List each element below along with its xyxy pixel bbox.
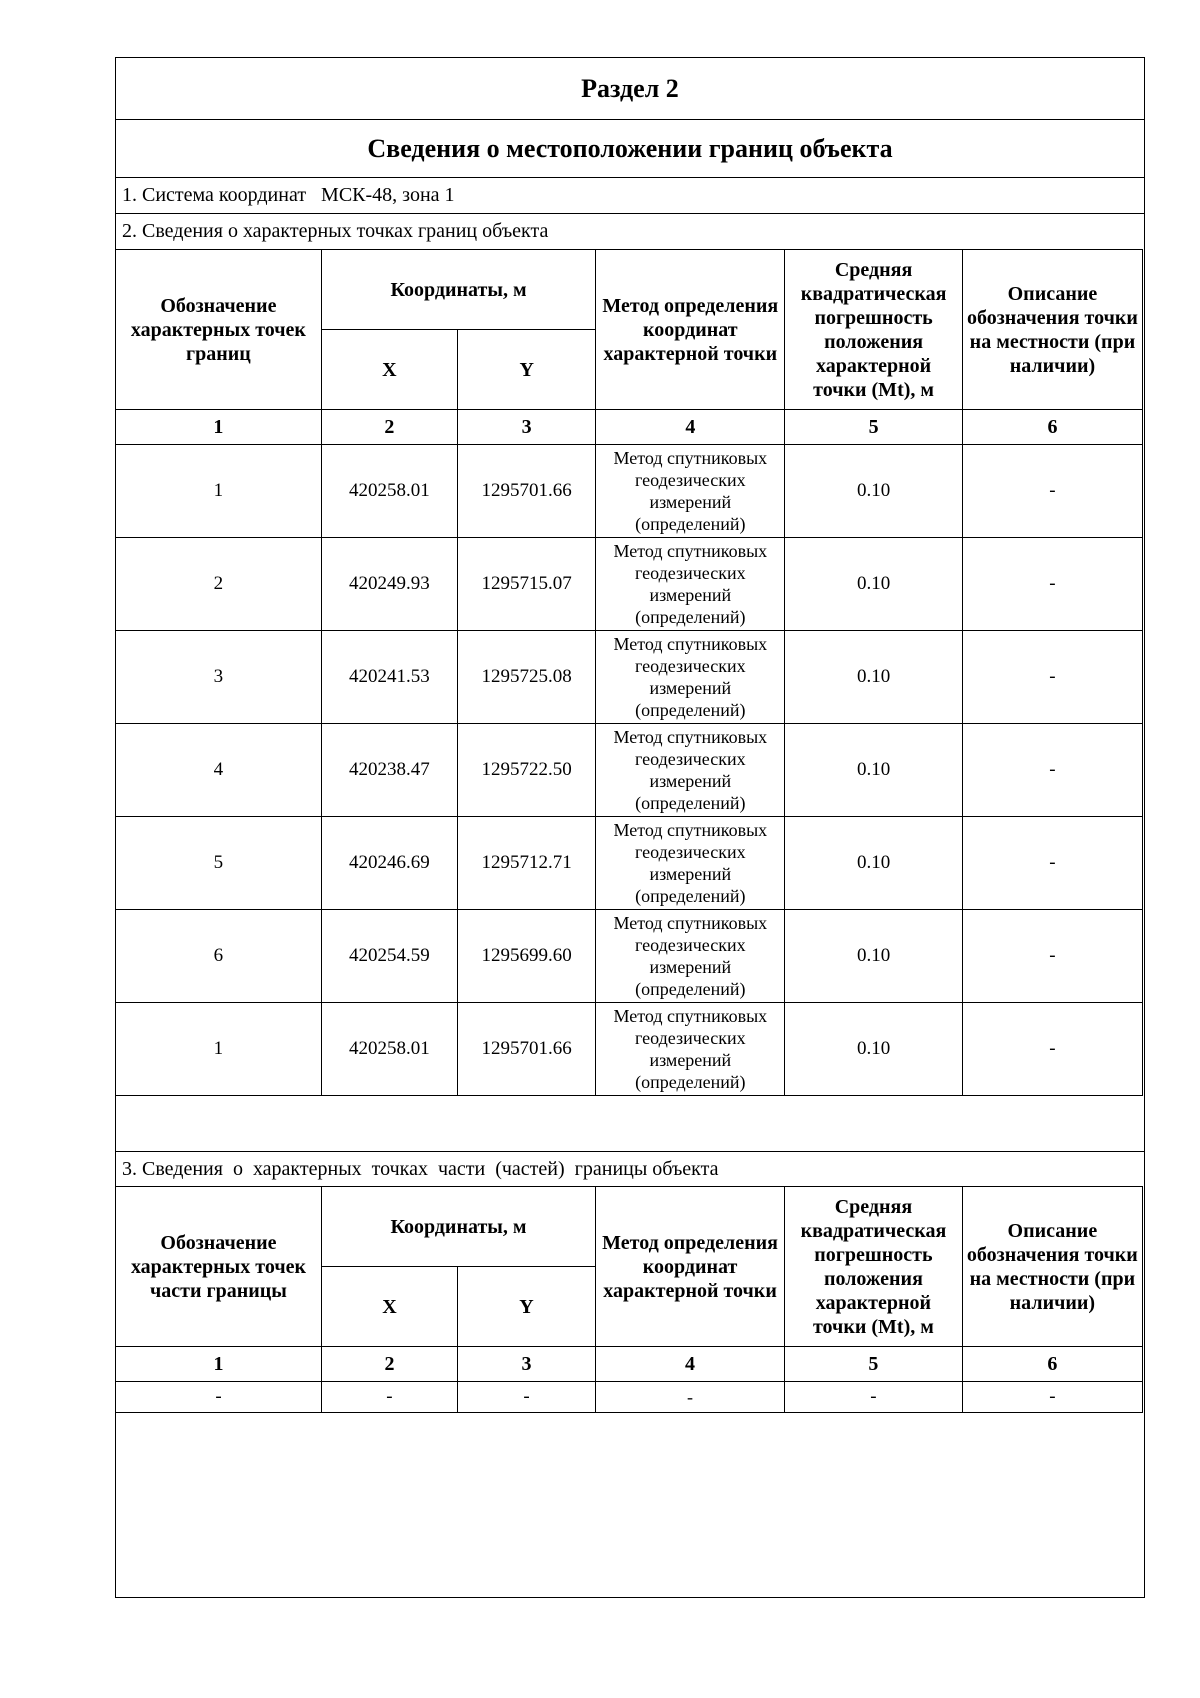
table1-caption: 2. Сведения о характерных точках границ объекта [122, 220, 549, 242]
method-cell: Метод спутниковых геодезических измерений (определений) [596, 910, 785, 1003]
column-number: 4 [596, 410, 785, 445]
column-number: 3 [457, 1347, 595, 1382]
column-number: 6 [962, 1347, 1142, 1382]
point-id-cell: - [116, 1382, 322, 1413]
x-coordinate-cell: 420254.59 [321, 910, 457, 1003]
x-coordinate-cell: 420258.01 [321, 1003, 457, 1096]
boundary-points-body [116, 410, 1143, 1096]
table-row [116, 538, 1143, 631]
y-coordinate-cell: 1295699.60 [458, 910, 596, 1003]
table-row [116, 631, 1143, 724]
point-id-cell: 3 [116, 631, 322, 724]
column-number: 1 [116, 1347, 322, 1382]
x-coordinate-cell: 420258.01 [321, 445, 457, 538]
header-mean-square-error: Средняя квадратическая погрешность положения характерной точки (Mt), м [785, 250, 963, 410]
mt-cell: 0.10 [785, 631, 963, 724]
point-id-cell: 1 [116, 1003, 322, 1096]
mt-cell: 0.10 [785, 910, 963, 1003]
boundary-points-table [115, 249, 1143, 1096]
mt-cell: 0.10 [785, 724, 963, 817]
x-coordinate-cell: 420249.93 [321, 538, 457, 631]
column-number: 5 [785, 410, 963, 445]
header-point-designation: Обозначение характерных точек части границы [116, 1187, 322, 1347]
y-coordinate-cell: 1295715.07 [458, 538, 596, 631]
x-coordinate-cell: 420246.69 [321, 817, 457, 910]
y-coordinate-cell: 1295712.71 [458, 817, 596, 910]
header-description: Описание обозначения точки на местности (при наличии) [962, 250, 1142, 410]
y-coordinate-cell: 1295722.50 [458, 724, 596, 817]
mt-cell: 0.10 [785, 817, 963, 910]
part-boundary-points-header [116, 1187, 1143, 1347]
table-row [116, 445, 1143, 538]
description-cell: - [962, 817, 1142, 910]
header-point-designation: Обозначение характерных точек границ [116, 250, 322, 410]
column-number: 5 [785, 1347, 963, 1382]
coord-system-line: 1. Система координат МСК-48, зона 1 [116, 178, 1144, 214]
header-description: Описание обозначения точки на местности (при наличии) [962, 1187, 1142, 1347]
method-cell: Метод спутниковых геодезических измерений (определений) [596, 445, 785, 538]
header-x: X [321, 330, 457, 410]
table-row [116, 1382, 1143, 1413]
description-cell: - [962, 724, 1142, 817]
column-number: 3 [458, 410, 596, 445]
header-mean-square-error: Средняя квадратическая погрешность положения характерной точки (Mt), м [785, 1187, 963, 1347]
description-cell: - [962, 1003, 1142, 1096]
section-subtitle: Сведения о местоположении границ объекта [116, 120, 1144, 178]
table-row [116, 910, 1143, 1003]
header-method: Метод определения координат характерной точки [596, 1187, 785, 1347]
y-coordinate-cell: 1295701.66 [458, 1003, 596, 1096]
column-number: 1 [116, 410, 322, 445]
mt-cell: 0.10 [785, 445, 963, 538]
description-cell: - [962, 910, 1142, 1003]
x-coordinate-cell: - [321, 1382, 457, 1413]
point-id-cell: 1 [116, 445, 322, 538]
header-coordinates: Координаты, м [321, 250, 596, 330]
table2-caption: 3. Сведения о характерных точках части (частей) границы объекта [116, 1151, 1144, 1186]
point-id-cell: 4 [116, 724, 322, 817]
mt-cell: 0.10 [785, 538, 963, 631]
column-number: 2 [321, 410, 457, 445]
column-number: 6 [962, 410, 1142, 445]
table-row [116, 817, 1143, 910]
method-cell: - [596, 1382, 785, 1413]
point-id-cell: 5 [116, 817, 322, 910]
column-numbers-row [116, 1347, 1143, 1382]
x-coordinate-cell: 420238.47 [321, 724, 457, 817]
mt-cell: 0.10 [785, 1003, 963, 1096]
column-number: 4 [596, 1347, 785, 1382]
header-x: X [321, 1267, 457, 1347]
description-cell: - [962, 631, 1142, 724]
description-cell: - [962, 1382, 1142, 1413]
part-boundary-points-table [115, 1186, 1143, 1413]
boundary-points-header [116, 250, 1143, 410]
table-row [116, 1003, 1143, 1096]
header-method: Метод определения координат характерной точки [596, 250, 785, 410]
mt-cell: - [785, 1382, 963, 1413]
header-y: Y [458, 330, 596, 410]
method-cell: Метод спутниковых геодезических измерений (определений) [596, 724, 785, 817]
description-cell: - [962, 538, 1142, 631]
header-coordinates: Координаты, м [321, 1187, 595, 1267]
y-coordinate-cell: 1295701.66 [458, 445, 596, 538]
table-row [116, 724, 1143, 817]
point-id-cell: 2 [116, 538, 322, 631]
point-id-cell: 6 [116, 910, 322, 1003]
method-cell: Метод спутниковых геодезических измерений (определений) [596, 817, 785, 910]
method-cell: Метод спутниковых геодезических измерений (определений) [596, 538, 785, 631]
y-coordinate-cell: 1295725.08 [458, 631, 596, 724]
method-cell: Метод спутниковых геодезических измерений (определений) [596, 631, 785, 724]
column-numbers-row [116, 410, 1143, 445]
part-boundary-points-body [116, 1347, 1143, 1413]
document-sheet [115, 57, 1145, 1598]
x-coordinate-cell: 420241.53 [321, 631, 457, 724]
section-title: Раздел 2 [116, 58, 1144, 120]
column-number: 2 [321, 1347, 457, 1382]
description-cell: - [962, 445, 1142, 538]
header-y: Y [457, 1267, 595, 1347]
y-coordinate-cell: - [457, 1382, 595, 1413]
method-cell: Метод спутниковых геодезических измерений (определений) [596, 1003, 785, 1096]
